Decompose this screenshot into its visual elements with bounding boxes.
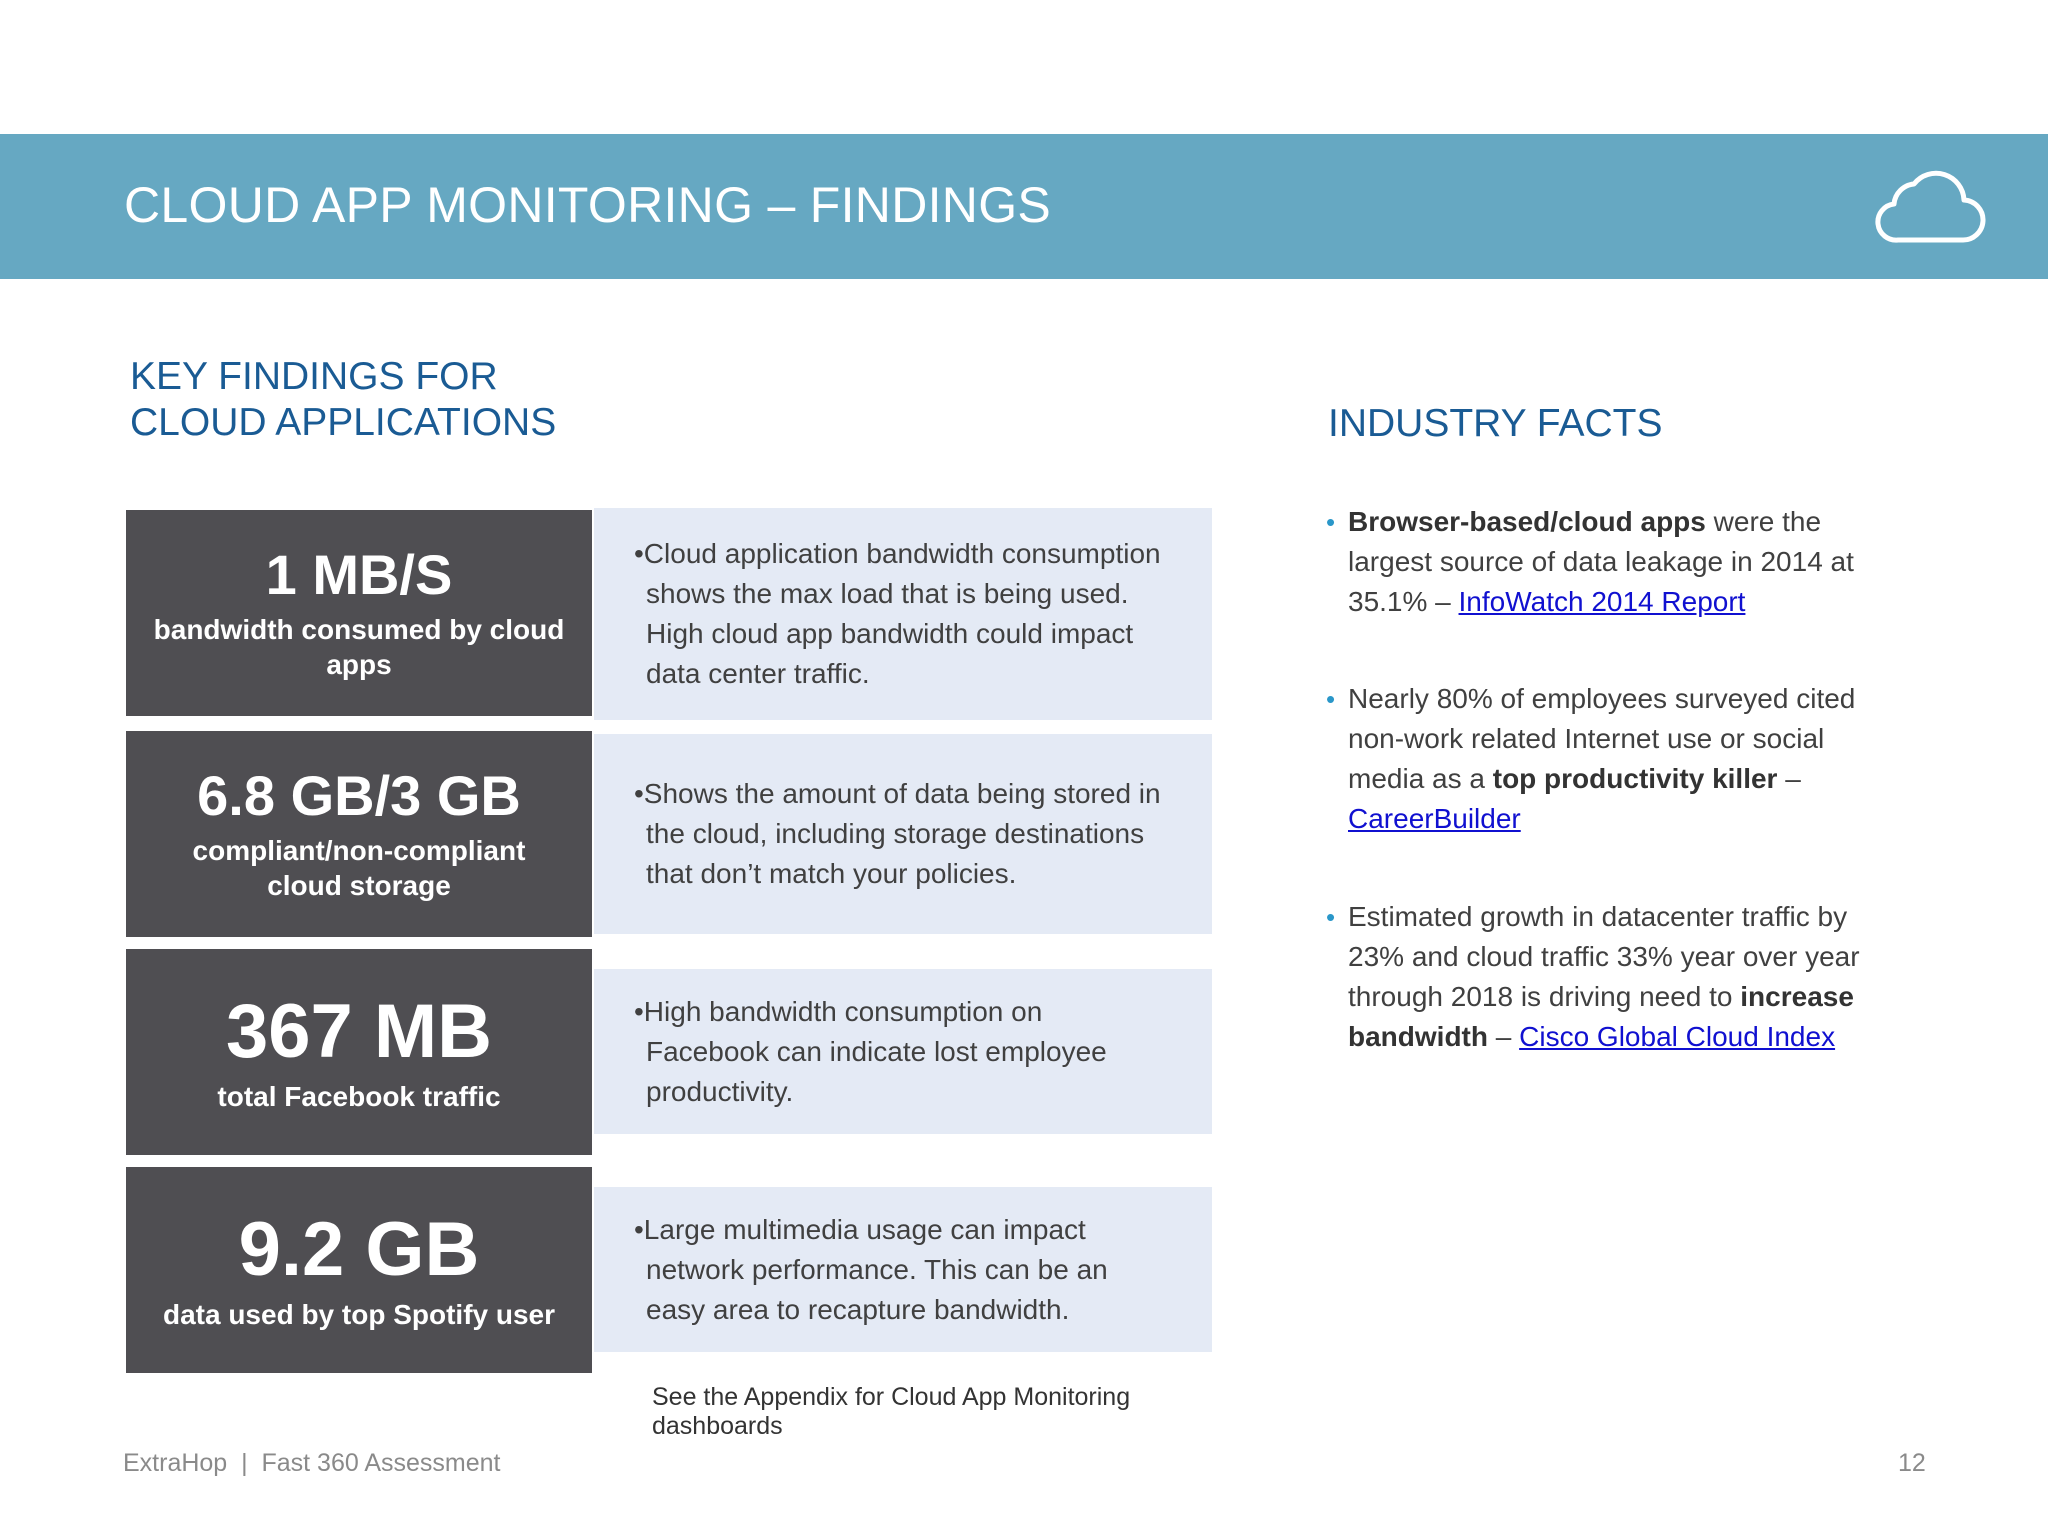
description-box [594,508,1212,720]
appendix-note: See the Appendix for Cloud App Monitoring dashboards [652,1383,1131,1440]
fact-text: were the largest source of data leakage in 2014 at 35.1% – [1348,506,1854,617]
fact-bold: Browser-based/cloud apps [1348,506,1706,537]
key-findings-title-line1: KEY FINDINGS FOR [130,355,498,398]
description-box [594,734,1212,934]
fact-text: – [1777,763,1801,794]
key-findings-title-line2: CLOUD APPLICATIONS [130,401,557,444]
fact-item [1326,679,1896,839]
description-text: •Shows the amount of data being stored in the cloud, including storage destinations that don’t match your policies. [634,778,1161,889]
fact-item [1326,502,1896,622]
careerbuilder-link[interactable]: CareerBuilder [1348,803,1521,834]
stat-caption: data used by top Spotify user [162,1299,556,1331]
stat-caption: compliant/non-compliant cloud storage [192,834,526,901]
description-text: •High bandwidth consumption on Facebook can indicate lost employee productivity. [634,995,1107,1107]
stat-caption: total Facebook traffic [217,1081,501,1113]
description-box [594,1187,1212,1352]
fact-bold: increase bandwidth [1348,981,1854,1052]
bullet-icon: • [1326,684,1336,714]
stat-value: 6.8 GB/3 GB [197,764,521,828]
stat-box-storage [126,731,592,937]
footer-text: ExtraHop | Fast 360 Assessment [123,1449,501,1477]
stat-value: 9.2 GB [238,1206,480,1292]
key-findings-title [130,354,556,446]
stat-value: 367 MB [225,988,493,1074]
description-text: •Cloud application bandwidth consumption shows the max load that is being used. High cloud app bandwidth could impact data center traffic. [634,538,1161,689]
page-number: 12 [1898,1449,1926,1477]
description-text: •Large multimedia usage can impact network performance. This can be an easy area to recapture bandwidth. [634,1213,1108,1325]
stat-box-facebook [126,949,592,1155]
stat-box-spotify [126,1167,592,1373]
industry-facts-title: INDUSTRY FACTS [1328,402,1663,445]
fact-item [1326,897,1896,1057]
fact-text: – [1487,1021,1520,1052]
infowatch-report-link[interactable]: InfoWatch 2014 Report [1458,586,1746,617]
fact-bold: top productivity killer [1492,763,1778,794]
slide-title: CLOUD APP MONITORING – FINDINGS [124,177,1052,233]
stat-box-bandwidth [126,510,592,716]
bullet-icon: • [1326,902,1336,932]
fact-text: Estimated growth in datacenter traffic by 23% and cloud traffic 33% year over year through 2018 is driving need to [1348,901,1860,1012]
cisco-cloud-index-link[interactable]: Cisco Global Cloud Index [1519,1021,1836,1052]
description-box [594,969,1212,1134]
stat-caption: bandwidth consumed by cloud apps [153,613,565,680]
cloud-icon [1874,158,1986,250]
stat-value: 1 MB/S [265,543,453,607]
bullet-icon: • [1326,507,1336,537]
fact-text: Nearly 80% of employees surveyed cited non-work related Internet use or social media as a [1348,683,1856,794]
